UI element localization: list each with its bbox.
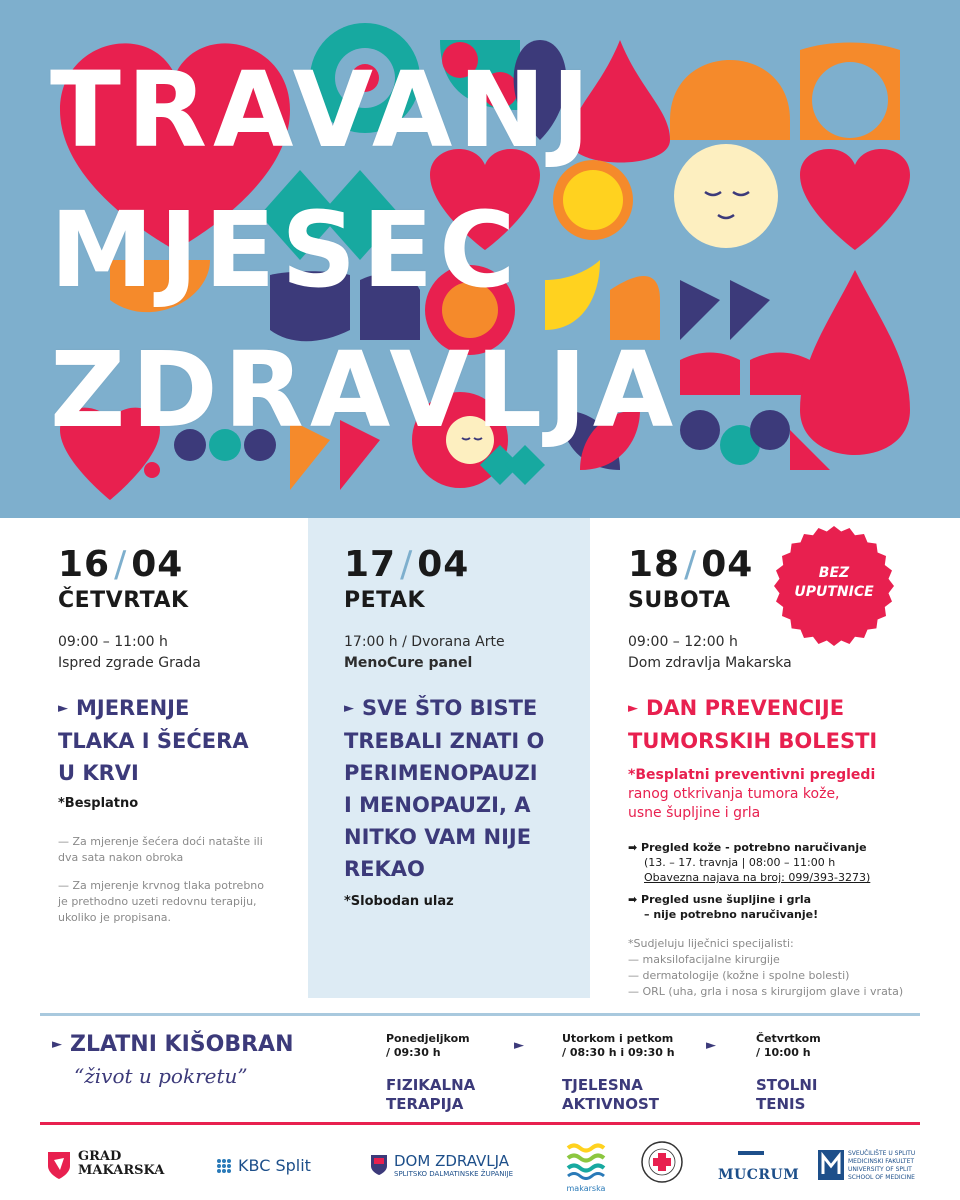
event-time-place	[58, 632, 201, 674]
fine-print-line: — Za mjerenje šećera doći natašte ili	[58, 835, 263, 848]
activity-name-line: STOLNI	[756, 1076, 818, 1094]
logo-mucrum	[718, 1148, 799, 1183]
headline-line: TUMORSKIH BOLESTI	[628, 729, 878, 753]
badge-line: UPUTNICE	[794, 584, 874, 600]
headline-line: TLAKA I ŠEĆERA	[58, 729, 249, 753]
procedure-detail: (13. – 17. travnja | 08:00 – 11:00 h	[644, 856, 836, 869]
event-date	[58, 544, 183, 585]
logo-text-dom: DOM ZDRAVLJA	[394, 1152, 510, 1170]
triangle-bullet-icon: ►	[628, 701, 638, 716]
event-date	[628, 544, 753, 585]
hero-title-line-1: TRAVANJ	[50, 49, 597, 171]
date-separator: /	[400, 544, 414, 585]
county-crest-icon	[370, 1154, 388, 1176]
logo-text-grad: GRAD	[78, 1149, 122, 1164]
procedure-title: Pregled usne šupljine i grla	[641, 893, 812, 906]
triangle-bullet-icon: ►	[344, 701, 354, 716]
event-time: 17:00 h / Dvorana Arte	[344, 634, 505, 650]
university-m-icon	[818, 1150, 844, 1180]
mucrum-stripe-icon	[718, 1149, 784, 1163]
activity-day: Ponedjeljkom	[386, 1032, 470, 1045]
event-headline	[344, 692, 544, 885]
activity-name-line: TERAPIJA	[386, 1095, 464, 1113]
procedure-oral	[628, 892, 818, 922]
event-time: 09:00 – 12:00 h	[628, 634, 738, 650]
red-cross-icon	[640, 1140, 684, 1184]
triangle-right-icon: ►	[514, 1038, 524, 1053]
event-place: Ispred zgrade Grada	[58, 655, 201, 671]
divider-red	[40, 1122, 920, 1125]
no-referral-badge	[772, 524, 896, 648]
date-day: 17	[344, 544, 397, 585]
event-headline	[58, 692, 249, 789]
arrow-right-icon: ➡	[628, 841, 642, 854]
golden-title-text: ZLATNI KIŠOBRAN	[70, 1032, 294, 1057]
date-day: 16	[58, 544, 111, 585]
fine-print-line: — Za mjerenje krvnog tlaka potrebno	[58, 879, 265, 892]
activity-time: / 10:00 h	[756, 1046, 811, 1059]
headline-line: U KRVI	[58, 761, 139, 785]
kbc-dots-icon	[216, 1158, 232, 1174]
logo-makarska-tourism	[566, 1142, 606, 1193]
headline-line: REKAO	[344, 857, 425, 881]
logo-text-mucrum: MUCRUM	[718, 1167, 800, 1183]
date-month: 04	[417, 544, 470, 585]
event-date	[344, 544, 469, 585]
specialists-title: *Sudjeluju liječnici specijalisti:	[628, 937, 794, 950]
hero-title-line-2: MJESEC	[50, 189, 522, 311]
triangle-right-icon: ►	[706, 1038, 716, 1053]
triangle-bullet-icon: ►	[58, 701, 68, 716]
logo-red-cross	[640, 1140, 684, 1188]
activity-day: Četvrtkom	[756, 1032, 821, 1045]
golden-umbrella-title	[52, 1032, 293, 1057]
fine-print-line: je prethodno uzeti redovnu terapiju,	[58, 895, 257, 908]
date-month: 04	[131, 544, 184, 585]
activity-time: / 08:30 h i 09:30 h	[562, 1046, 675, 1059]
badge-line: BEZ	[818, 565, 850, 581]
specialist-line: — maksilofacijalne kirurgije	[628, 953, 780, 966]
activity-name	[386, 1076, 475, 1114]
event-time: 09:00 – 11:00 h	[58, 634, 168, 650]
event-column-saturday	[610, 518, 950, 998]
red-note-title: *Besplatni preventivni pregledi	[628, 767, 876, 783]
fine-print	[58, 834, 264, 926]
activity-name-line: TJELESNA	[562, 1076, 643, 1094]
activity-name	[562, 1076, 675, 1114]
event-weekday: SUBOTA	[628, 588, 731, 613]
event-time-place	[628, 632, 792, 674]
logo-text-uni: SCHOOL OF MEDICINE	[848, 1174, 915, 1181]
procedure-skin	[628, 840, 870, 885]
date-separator: /	[684, 544, 698, 585]
specialists-list	[628, 936, 903, 1000]
headline-line: MJERENJE	[76, 696, 190, 720]
event-place: Dom zdravlja Makarska	[628, 655, 792, 671]
fine-print-line: dva sata nakon obroka	[58, 851, 184, 864]
headline-line: SVE ŠTO BISTE	[362, 696, 538, 720]
headline-line: DAN PREVENCIJE	[646, 696, 845, 720]
event-weekday: ČETVRTAK	[58, 588, 189, 613]
event-weekday: PETAK	[344, 588, 426, 613]
logo-text-uni: UNIVERSITY OF SPLIT	[848, 1166, 912, 1173]
headline-line: NITKO VAM NIJE	[344, 825, 532, 849]
event-column-friday	[308, 518, 590, 998]
arrow-right-icon: ➡	[628, 893, 642, 906]
divider-blue	[40, 1013, 920, 1016]
city-crest-icon	[46, 1150, 72, 1180]
event-time-place	[344, 632, 505, 674]
triangle-bullet-icon: ►	[52, 1037, 62, 1052]
activity-name-line: AKTIVNOST	[562, 1095, 659, 1113]
event-schedule	[0, 518, 960, 1010]
date-month: 04	[701, 544, 754, 585]
logo-text-makarska-tourism: makarska	[566, 1184, 606, 1193]
procedure-detail: – nije potrebno naručivanje!	[644, 908, 819, 921]
headline-line: TREBALI ZNATI O	[344, 729, 545, 753]
activity-time: / 09:30 h	[386, 1046, 441, 1059]
activity-name-line: TENIS	[756, 1095, 806, 1113]
activity-day: Utorkom i petkom	[562, 1032, 674, 1045]
event-place: MenoCure panel	[344, 655, 473, 671]
logo-text-uni: MEDICINSKI FAKULTET	[848, 1158, 915, 1165]
phone-booking-link[interactable]: Obavezna najava na broj: 099/393-3273)	[644, 871, 871, 884]
specialist-line: — dermatologije (kožne i spolne bolesti)	[628, 969, 850, 982]
hero-title-line-3: ZDRAVLJA	[50, 329, 680, 451]
logo-text-kbc: KBC Split	[238, 1156, 311, 1175]
procedure-title: Pregled kože - potrebno naručivanje	[641, 841, 867, 854]
activity-name	[756, 1076, 821, 1114]
activity-table-tennis	[756, 1032, 821, 1114]
logo-text-uni: SVEUČILIŠTE U SPLITU	[848, 1150, 916, 1157]
golden-umbrella-subtitle: “život u pokretu”	[74, 1064, 248, 1088]
fine-print-line: ukoliko je propisana.	[58, 911, 172, 924]
activity-physio	[386, 1032, 475, 1114]
activity-name-line: FIZIKALNA	[386, 1076, 476, 1094]
headline-line: PERIMENOPAUZI	[344, 761, 538, 785]
free-checkups-note	[628, 766, 875, 823]
event-column-thursday	[40, 518, 310, 998]
date-day: 18	[628, 544, 681, 585]
activity-exercise	[562, 1032, 675, 1114]
logo-text-makarska: MAKARSKA	[78, 1163, 165, 1178]
waves-icon	[566, 1142, 606, 1180]
specialist-line: — ORL (uha, grla i nosa s kirurgijom glave i vrata)	[628, 985, 904, 998]
date-separator: /	[114, 544, 128, 585]
headline-line: I MENOPAUZI, A	[344, 793, 531, 817]
event-note: *Besplatno	[58, 796, 139, 811]
red-note-line: usne šupljine i grla	[628, 805, 761, 821]
event-note: *Slobodan ulaz	[344, 894, 454, 909]
event-headline	[628, 692, 877, 757]
hero-title	[50, 40, 679, 460]
red-note-line: ranog otkrivanja tumora kože,	[628, 786, 840, 802]
logo-text-county: SPLITSKO DALMATINSKE ŽUPANIJE	[394, 1170, 514, 1178]
hero-banner	[0, 0, 960, 518]
